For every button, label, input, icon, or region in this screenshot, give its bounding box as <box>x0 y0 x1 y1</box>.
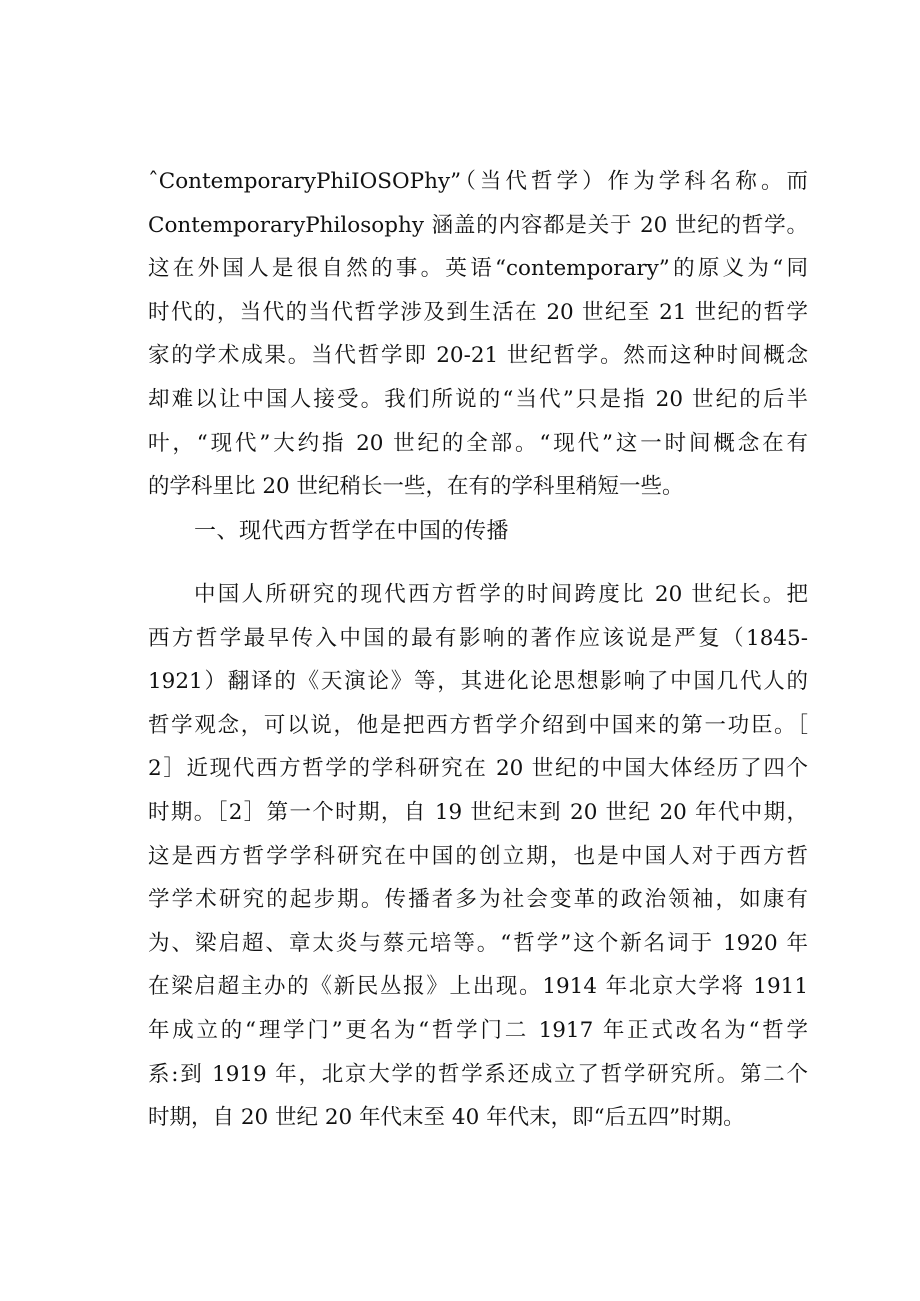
text-line: 年成立的“理学门”更名为“哲学门二 1917 年正式改名为“哲学 <box>148 1017 808 1043</box>
text-line: 家的学术成果。当代哲学即 20-21 世纪哲学。然而这种时间概念 <box>148 343 808 369</box>
text-line: ContemporaryPhilosophy 涵盖的内容都是关于 20 世纪的哲学。 <box>148 212 808 238</box>
section-heading: 一、现代西方哲学在中国的传播 <box>194 519 510 544</box>
paragraph-history <box>148 573 808 1140</box>
text-line: 这在外国人是很自然的事。英语“contemporary”的原义为“同 <box>148 256 808 282</box>
text-line: 时期，自 20 世纪 20 年代末至 40 年代末，即“后五四”时期。 <box>148 1105 745 1131</box>
text-line: 中国人所研究的现代西方哲学的时间跨度比 20 世纪长。把 <box>194 582 808 607</box>
text-line: 这是西方哲学学科研究在中国的创立期，也是中国人对于西方哲 <box>148 843 808 869</box>
text-line: 系:到 1919 年，北京大学的哲学系还成立了哲学研究所。第二个 <box>148 1061 808 1087</box>
text-line: 1921）翻译的《天演论》等，其进化论思想影响了中国几代人的 <box>148 669 808 695</box>
text-line: 学学术研究的起步期。传播者多为社会变革的政治领袖，如康有 <box>148 887 808 913</box>
text-line: ˆContemporaryPhiIOSOPhy”（当代哲学）作为学科名称。而 <box>148 169 808 194</box>
text-line: 在梁启超主办的《新民丛报》上出现。1914 年北京大学将 1911 <box>148 974 808 1000</box>
paragraph-intro <box>148 160 808 509</box>
text-line: 2］近现代西方哲学的学科研究在 20 世纪的中国大体经历了四个 <box>148 756 808 782</box>
text-line: 为、梁启超、章太炎与蔡元培等。“哲学”这个新名词于 1920 年 <box>148 930 808 956</box>
text-line: 却难以让中国人接受。我们所说的“当代”只是指 20 世纪的后半 <box>148 386 808 412</box>
text-line: 时代的，当代的当代哲学涉及到生活在 20 世纪至 21 世纪的哲学 <box>148 299 808 325</box>
text-line: 哲学观念，可以说，他是把西方哲学介绍到中国来的第一功臣。［ <box>148 712 808 738</box>
text-line: 的学科里比 20 世纪稍长一些，在有的学科里稍短一些。 <box>148 474 684 500</box>
text-line: 时期。［2］第一个时期，自 19 世纪末到 20 世纪 20 年代中期， <box>148 799 808 825</box>
text-line: 叶，“现代”大约指 20 世纪的全部。“现代”这一时间概念在有 <box>148 430 808 456</box>
text-line: 西方哲学最早传入中国的最有影响的著作应该说是严复（1845- <box>148 625 808 651</box>
